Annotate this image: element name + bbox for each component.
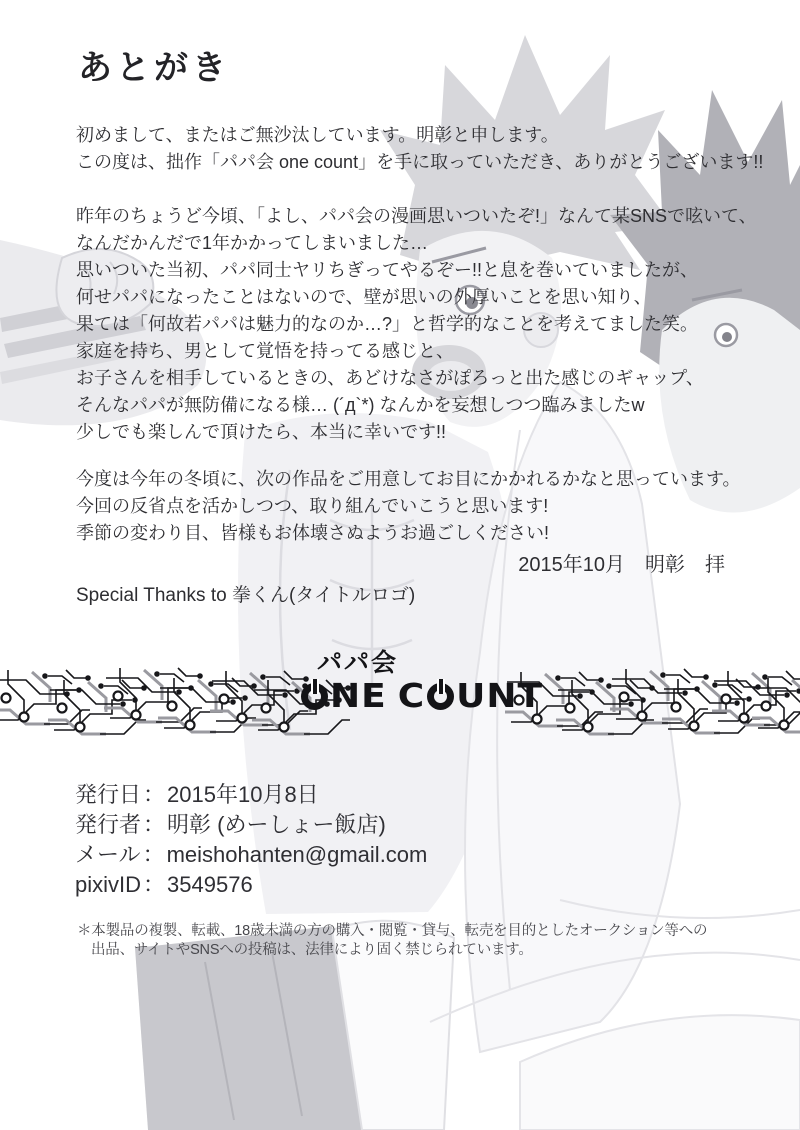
afterword-line: 昨年のちょうど今頃、「よし、パパ会の漫画思いついたぞ!」なんて某SNSで呟いて、 [76, 206, 757, 226]
afterword-paragraph-3 [76, 466, 741, 547]
logo-papakai-text: パパ会 [317, 649, 399, 677]
colophon-row-publisher: 発行者：明彰 (めーしょー飯店) [75, 812, 386, 837]
afterword-line: 果ては「何故若パパは魅力的なのか…?」と哲学的なことを考えてました笑。 [76, 314, 699, 334]
page-title: あとがき [78, 49, 230, 87]
afterword-paragraph-1 [76, 122, 763, 176]
colophon-value: 明彰 (めーしょー飯店) [167, 812, 386, 837]
author-signature: 2015年10月 明彰 拝 [518, 554, 725, 576]
colophon-value: 3549576 [167, 872, 253, 897]
colophon-row-date: 発行日：2015年10月8日 [75, 782, 319, 807]
afterword-line: 家庭を持ち、男として覚悟を持ってる感じと、 [76, 341, 454, 361]
colophon-row-pixiv: pixivID：3549576 [75, 872, 253, 897]
disclaimer-line: 出品、サイトやSNSへの投稿は、法律により固く禁じられています。 [91, 942, 533, 958]
afterword-line: この度は、拙作「パパ会 one count」を手に取っていただき、ありがとうございます!! [76, 152, 764, 172]
afterword-paragraph-2 [76, 203, 757, 446]
colophon-value: 2015年10月8日 [167, 782, 319, 807]
colophon-label: pixivID [75, 872, 142, 897]
disclaimer-line: ＊本製品の複製、転載、18歳未満の方の購入・閲覧・貸与、転売を目的としたオークション等への [77, 923, 708, 939]
colophon-label: メール [75, 842, 141, 867]
afterword-line: 初めまして、またはご無沙汰しています。明彰と申します。 [76, 125, 559, 145]
afterword-line: 今回の反省点を活かしつつ、取り組んでいこうと思います! [76, 496, 549, 516]
afterword-line: なんだかんだで1年かかってしまいました… [76, 233, 429, 253]
colophon-label: 発行者 [75, 812, 142, 837]
legal-disclaimer [77, 922, 707, 960]
special-thanks: Special Thanks to 拳くん(タイトルロゴ) [76, 585, 416, 606]
logo-one-count-text: NE C UNT [299, 679, 511, 715]
colophon [75, 780, 427, 900]
afterword-line: 季節の変わり目、皆様もお体壊さぬようお過ごしください! [76, 523, 549, 543]
colophon-label: 発行日 [75, 782, 142, 807]
afterword-line: お子さんを相手しているときの、あどけなさがぽろっと出た感じのギャップ、 [76, 368, 704, 388]
afterword-line: そんなパパが無防備になる様… (´д`*) なんかを妄想しつつ臨みましたw [76, 395, 645, 415]
colophon-row-email: メール：meishohanten@gmail.com [75, 842, 428, 867]
afterword-line: 今度は今年の冬頃に、次の作品をご用意してお目にかかれるかなと思っています。 [76, 469, 741, 489]
afterword-line: 何せパパになったことはないので、壁が思いの外厚いことを思い知り、 [76, 287, 652, 307]
afterword-line: 少しでも楽しんで頂けたら、本当に幸いです!! [76, 422, 446, 442]
afterword-line: 思いついた当初、パパ同士ヤリちぎってやるぞー!!と息を巻いていましたが、 [76, 260, 698, 280]
colophon-value: meishohanten@gmail.com [166, 842, 428, 867]
